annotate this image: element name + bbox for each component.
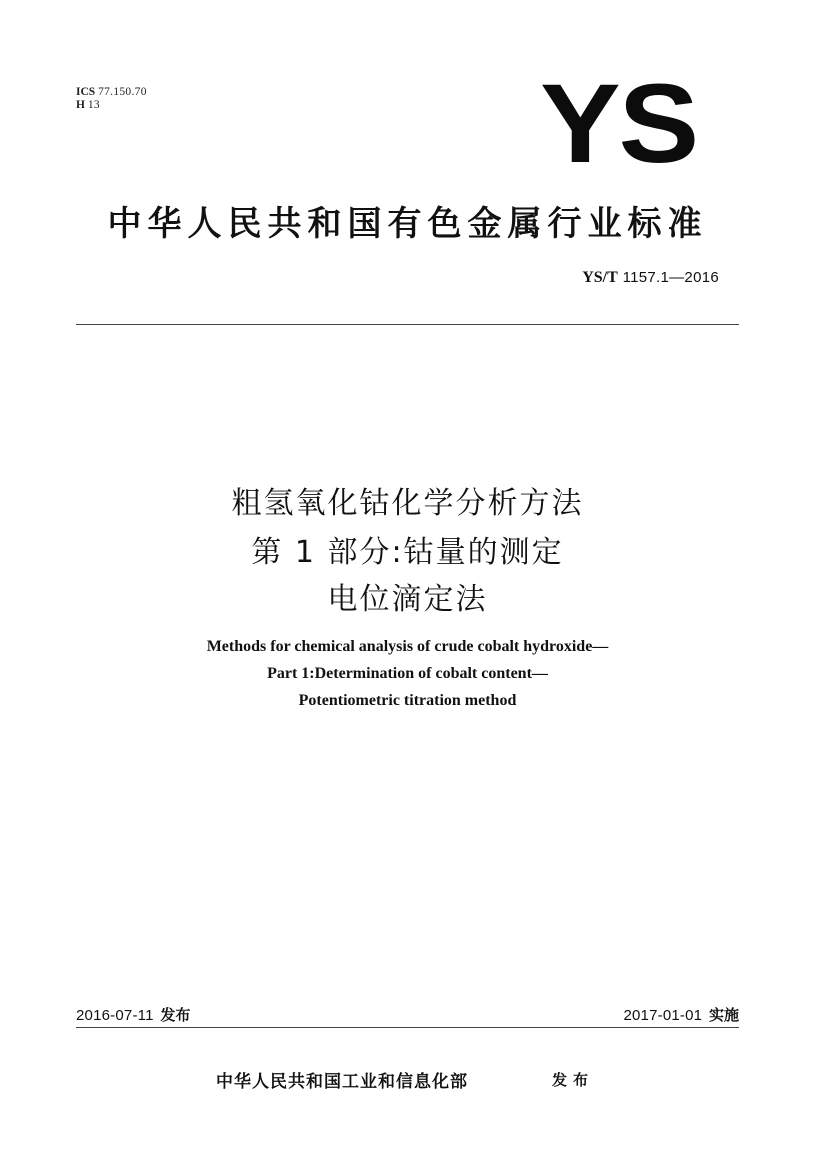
ics-value: 77.150.70: [98, 86, 147, 98]
standard-prefix: YS/T: [582, 269, 618, 286]
classification-codes: [76, 86, 147, 112]
top-divider: [76, 324, 739, 325]
h-code: [76, 99, 147, 112]
standard-number: [582, 268, 719, 287]
organization-title: 中华人民共和国有色金属行业标准: [107, 204, 708, 244]
bottom-divider: [76, 1027, 739, 1028]
publish-label: 发布: [160, 1006, 191, 1024]
implement-label: 实施: [708, 1006, 739, 1024]
chinese-title-line-2: 第 1 部分:钴量的测定: [251, 535, 564, 570]
publish-date: [76, 1004, 190, 1025]
h-value: 13: [87, 99, 100, 111]
standard-code: 1157.1—2016: [622, 269, 719, 286]
publish-date-value: 2016-07-11: [76, 1007, 154, 1024]
english-title-line-2: Part 1:Determination of cobalt content—: [267, 665, 548, 682]
implementation-date: [623, 1004, 739, 1025]
english-title-line-1: Methods for chemical analysis of crude cobalt hydroxide—: [206, 638, 609, 655]
ys-logo: YS: [540, 61, 698, 186]
chinese-title-line-1: 粗氢氧化钴化学分析方法: [231, 486, 584, 521]
h-label: H: [76, 99, 85, 111]
chinese-title-line-3: 电位滴定法: [327, 582, 488, 617]
issuing-authority: 中华人民共和国工业和信息化部: [216, 1072, 468, 1092]
issue-label: 发布: [552, 1071, 595, 1089]
ics-label: ICS: [76, 86, 96, 98]
ics-code: [76, 86, 147, 99]
english-title-line-3: Potentiometric titration method: [298, 692, 517, 709]
implement-date-value: 2017-01-01: [623, 1007, 703, 1024]
